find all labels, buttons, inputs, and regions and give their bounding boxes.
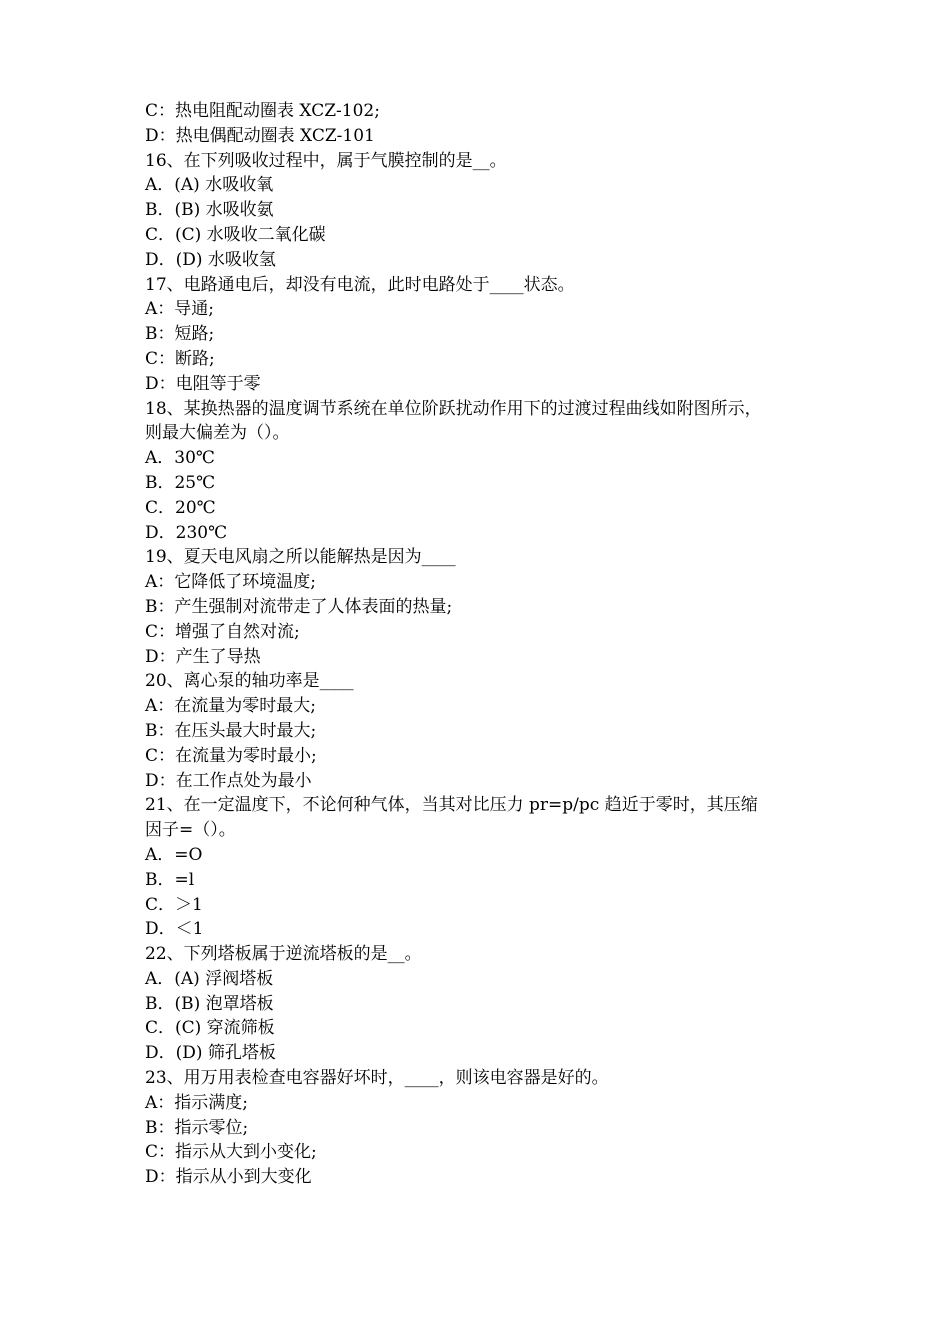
option-a-23: A：指示满度; (145, 1092, 249, 1113)
option-c-19: C：增强了自然对流; (145, 621, 300, 642)
question-18-line-1: 18、某换热器的温度调节系统在单位阶跃扰动作用下的过渡过程曲线如附图所示， (145, 398, 762, 419)
option-d-23: D：指示从小到大变化 (145, 1167, 312, 1188)
option-c-17: C：断路; (145, 348, 215, 369)
option-d-15: D：热电偶配动圈表 XCZ-101 (145, 125, 375, 146)
option-d-16: D．(D) 水吸收氢 (145, 249, 276, 270)
option-c-18: C．20℃ (145, 497, 216, 518)
question-18-line-2: 则最大偏差为（）。 (145, 423, 290, 444)
question-20: 20、离心泵的轴功率是____ (145, 671, 354, 692)
option-d-18: D．230℃ (145, 522, 228, 543)
option-c-23: C：指示从大到小变化; (145, 1142, 317, 1163)
option-b-23: B：指示零位; (145, 1117, 249, 1138)
option-d-17: D：电阻等于零 (145, 373, 261, 394)
question-22: 22、下列塔板属于逆流塔板的是__。 (145, 944, 422, 965)
option-a-19: A：它降低了环境温度; (145, 572, 317, 593)
option-b-22: B．(B) 泡罩塔板 (145, 993, 274, 1014)
option-c-15: C：热电阻配动圈表 XCZ-102; (145, 101, 380, 121)
option-c-21: C．＞1 (145, 894, 203, 915)
question-23: 23、用万用表检查电容器好坏时，____，则该电容器是好的。 (145, 1068, 609, 1089)
option-d-20: D：在工作点处为最小 (145, 770, 312, 791)
question-19: 19、夏天电风扇之所以能解热是因为____ (145, 547, 456, 568)
option-a-22: A．(A) 浮阀塔板 (145, 968, 274, 989)
option-a-21: A．=O (145, 844, 203, 865)
question-16: 16、在下列吸收过程中，属于气膜控制的是__。 (145, 150, 507, 171)
question-17: 17、电路通电后，却没有电流，此时电路处于____状态。 (145, 274, 575, 295)
option-c-22: C．(C) 穿流筛板 (145, 1018, 275, 1039)
option-b-19: B：产生强制对流带走了人体表面的热量; (145, 596, 453, 617)
option-c-16: C．(C) 水吸收二氧化碳 (145, 224, 326, 245)
option-a-20: A：在流量为零时最大; (145, 696, 317, 717)
question-21-line-2: 因子=（）。 (145, 820, 236, 841)
option-b-18: B．25℃ (145, 472, 216, 493)
option-a-17: A：导通; (145, 299, 215, 320)
question-21-line-1: 21、在一定温度下，不论何种气体，当其对比压力 pr=p/pc 趋近于零时，其压缩 (145, 795, 758, 816)
option-c-20: C：在流量为零时最小; (145, 745, 317, 766)
option-b-17: B：短路; (145, 324, 215, 345)
option-d-22: D．(D) 筛孔塔板 (145, 1043, 276, 1064)
option-a-16: A．(A) 水吸收氧 (145, 175, 274, 196)
option-b-21: B．=l (145, 869, 195, 890)
option-b-16: B．(B) 水吸收氨 (145, 200, 274, 221)
document-body (145, 99, 835, 1190)
option-d-19: D：产生了导热 (145, 646, 261, 667)
option-d-21: D．＜1 (145, 919, 204, 940)
option-a-18: A．30℃ (145, 448, 215, 469)
option-b-20: B：在压头最大时最大; (145, 720, 317, 741)
